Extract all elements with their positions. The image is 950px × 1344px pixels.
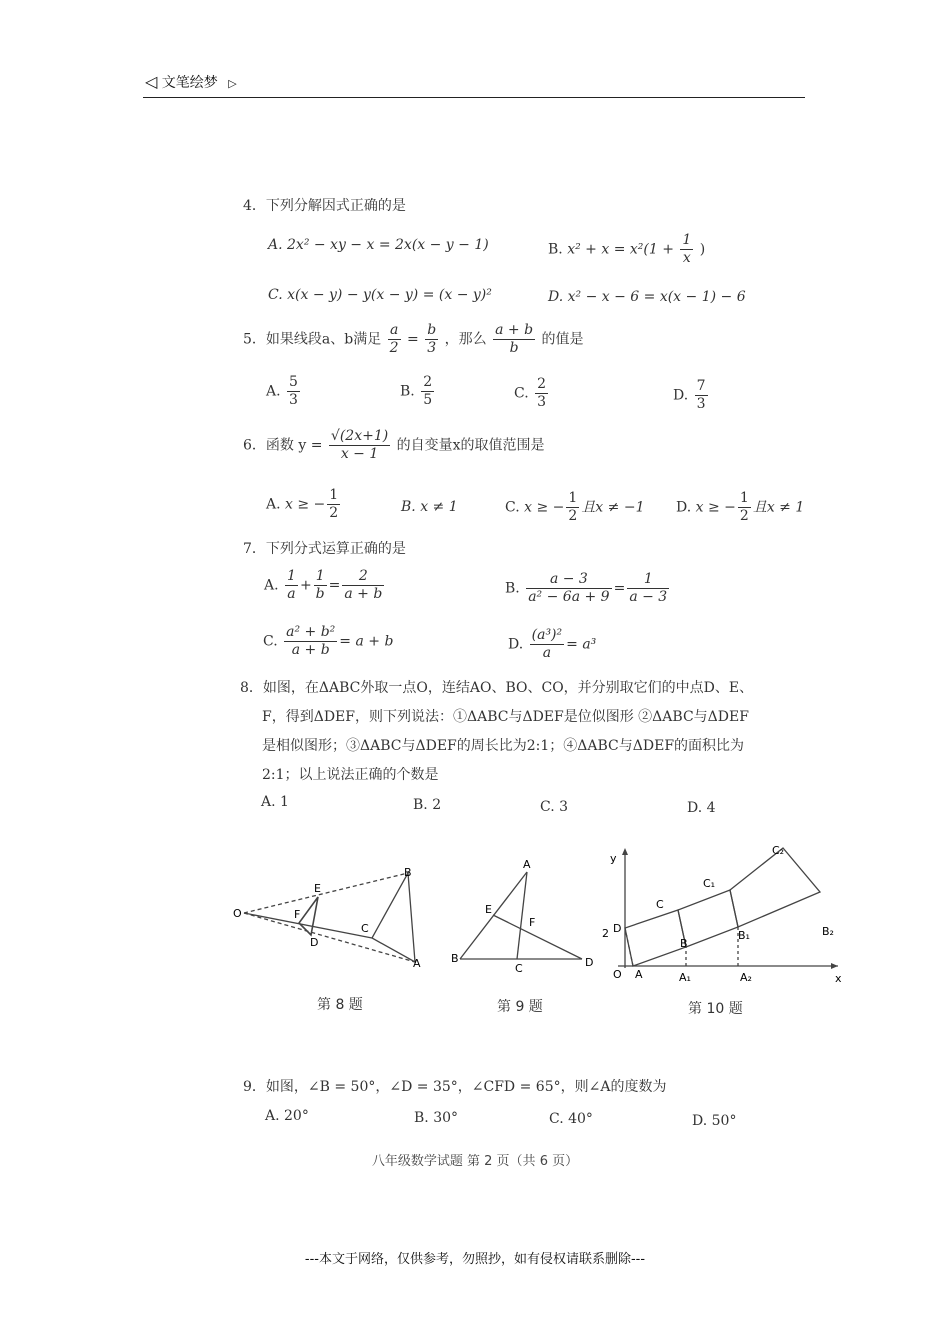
q4-option-b xyxy=(548,232,705,267)
q4-option-d: D. x² − x − 6 = x(x − 1) − 6 xyxy=(548,289,746,305)
q8-line-2: F，得到ΔDEF，则下列说法：①ΔABC与ΔDEF是位似图形 ②ΔABC与ΔDEF xyxy=(262,709,749,725)
q4-option-a: A. 2x² − xy − x = 2x(x − y − 1) xyxy=(268,237,489,253)
fig8-label-a: A xyxy=(413,957,421,970)
header-divider xyxy=(143,97,805,98)
q7-c-label: C. xyxy=(263,633,278,650)
q7-c-num: a² + b² xyxy=(286,624,336,640)
q4-b-frac-num: 1 xyxy=(682,232,692,248)
q5-frac-ab xyxy=(493,322,535,357)
q6-c-pre: x ≥ − xyxy=(524,499,565,516)
fig10-label-b: B xyxy=(680,937,688,950)
y-axis-arrow-icon xyxy=(622,848,628,855)
q6-c-frac xyxy=(566,490,579,525)
q6-c-den: 2 xyxy=(568,508,578,524)
q8-line-4: 2:1；以上说法正确的个数是 xyxy=(262,767,439,783)
q7-c-rhs: = a + b xyxy=(339,633,394,650)
q7-b-label: B. xyxy=(505,580,520,597)
q7-a-f2-den: b xyxy=(315,586,325,602)
q7-a-f1-num: 1 xyxy=(287,568,296,584)
q6-d-post: 且x ≠ 1 xyxy=(752,499,805,516)
figure-8 xyxy=(230,860,430,975)
q6-d-pre: x ≥ − xyxy=(695,499,736,516)
q4-b-expr: x² + x = x²(1 + xyxy=(567,241,674,258)
fig10-label-b1: B₁ xyxy=(738,929,750,942)
q7-d-den: a xyxy=(542,645,552,661)
q4-stem: 4．下列分解因式正确的是 xyxy=(243,198,406,214)
q7-a-f3-num: 2 xyxy=(342,568,384,586)
q5-c-den: 3 xyxy=(537,394,547,410)
q7-b-eq: = xyxy=(613,580,626,597)
header-title: 文笔绘梦 xyxy=(161,75,218,91)
page-footer: 八年级数学试题 第 2 页（共 6 页） xyxy=(371,1154,579,1169)
q5-d-num: 7 xyxy=(696,378,706,394)
q5-d-label: D. xyxy=(673,387,689,404)
fig8-label-f: F xyxy=(294,908,301,921)
q4-option-c: C. x(x − y) − y(x − y) = (x − y)² xyxy=(268,287,492,303)
figure-10 xyxy=(598,840,848,985)
q5-stem xyxy=(243,322,584,357)
q5-b-num: 2 xyxy=(423,374,433,390)
q9-option-c: C. 40° xyxy=(549,1111,593,1127)
q7-b-f2-den: a − 3 xyxy=(629,589,668,605)
q6-c-post: 且x ≠ −1 xyxy=(581,499,645,516)
copyright-notice: ---本文于网络，仅供参考，勿照抄，如有侵权请联系删除--- xyxy=(304,1252,646,1267)
q7-b-f2-num: 1 xyxy=(627,571,669,589)
q5-a-den: 3 xyxy=(289,392,298,408)
q5-c-frac xyxy=(535,376,548,411)
figure-9 xyxy=(445,852,605,974)
fig9-label-e: E xyxy=(485,903,492,916)
q5-option-b xyxy=(400,374,436,409)
q6-d-label: D. xyxy=(676,499,692,516)
fig10-label-a2: A₂ xyxy=(740,971,752,984)
q5-b-label: B. xyxy=(400,383,415,400)
fig9-caption: 第 9 题 xyxy=(497,999,543,1015)
q5-a-label: A. xyxy=(266,383,281,400)
q7-d-num: (a³)² xyxy=(531,627,563,643)
q5-option-c xyxy=(514,376,550,411)
q8-line-3: 是相似图形；③ΔABC与ΔDEF的周长比为2:1；④ΔABC与ΔDEF的面积比为 xyxy=(262,738,745,754)
q9-option-d: D. 50° xyxy=(692,1113,737,1129)
q7-a-eq: = xyxy=(328,577,341,594)
fig10-label-c1: C₁ xyxy=(703,877,716,890)
fig10-label-a1: A₁ xyxy=(679,971,691,984)
q6-a-num: 1 xyxy=(329,487,339,503)
q6-option-c xyxy=(505,490,644,525)
q5-frac-b xyxy=(425,322,438,357)
q7-a-f1-den: a xyxy=(287,586,296,602)
fig9-label-d: D xyxy=(585,956,594,969)
fig9-label-c: C xyxy=(515,962,523,974)
q9-option-b: B. 30° xyxy=(414,1110,459,1126)
q7-option-a xyxy=(264,568,386,603)
q6-frac-den: x − 1 xyxy=(340,446,379,462)
q6-c-label: C. xyxy=(505,499,520,516)
q7-a-label: A. xyxy=(264,577,279,594)
q5-option-a xyxy=(266,374,302,409)
q6-a-label: A. xyxy=(266,496,281,513)
q8-option-c: C. 3 xyxy=(540,799,569,815)
q6-stem xyxy=(243,428,545,463)
q4-b-label: B. xyxy=(548,241,563,258)
q8-line-1: 8．如图，在ΔABC外取一点O，连结AO、BO、CO，并分别取它们的中点D、E、 xyxy=(240,680,754,696)
q6-frac-num: √(2x+1) xyxy=(330,428,389,444)
fig10-label-o: O xyxy=(613,968,622,981)
fig8-caption: 第 8 题 xyxy=(317,997,363,1013)
q8-option-b: B. 2 xyxy=(413,797,442,813)
q7-d-frac xyxy=(530,627,565,662)
q4-b-frac-den: x xyxy=(682,250,691,266)
q5-a-frac xyxy=(287,374,300,409)
q5-frac-ab-den: b xyxy=(509,340,519,356)
fig9-label-a: A xyxy=(523,858,531,871)
q6-d-den: 2 xyxy=(739,508,749,524)
fig10-label-x: x xyxy=(835,972,842,985)
fig10-label-2: 2 xyxy=(602,927,609,940)
q5-d-frac xyxy=(695,378,708,413)
q6-option-d xyxy=(676,490,804,525)
q6-option-a xyxy=(266,487,342,522)
x-axis-arrow-icon xyxy=(831,963,838,969)
q7-a-frac3 xyxy=(342,568,384,603)
triangle-right-icon: ▷ xyxy=(228,77,237,90)
q9-stem: 9．如图，∠B = 50°，∠D = 35°，∠CFD = 65°，则∠A的度数为 xyxy=(243,1079,667,1095)
fig8-label-o: O xyxy=(233,907,242,920)
q7-b-f1-den: a² − 6a + 9 xyxy=(528,589,610,605)
q7-a-frac2 xyxy=(314,568,327,603)
fig10-label-a: A xyxy=(635,968,643,981)
q5-frac-a xyxy=(388,322,401,357)
q7-b-f1-num: a − 3 xyxy=(526,571,611,589)
q5-stem-post: 的值是 xyxy=(541,331,584,348)
fig8-label-d: D xyxy=(310,936,319,949)
fig8-label-b: B xyxy=(404,866,412,879)
q5-option-d xyxy=(673,378,710,413)
fig8-label-c: C xyxy=(361,922,369,935)
q7-a-f3-den: a + b xyxy=(344,586,383,602)
q6-stem-post: 的自变量x的取值范围是 xyxy=(396,437,545,454)
q5-frac-b-den: 3 xyxy=(427,340,437,356)
fig10-label-y: y xyxy=(610,852,617,865)
q7-b-frac2 xyxy=(627,571,669,606)
q5-eq: = xyxy=(407,331,419,348)
q4-b-frac xyxy=(680,232,693,267)
q7-a-plus: + xyxy=(299,577,312,594)
q7-option-c xyxy=(263,624,393,659)
q7-c-den: a + b xyxy=(291,642,330,658)
q7-c-frac xyxy=(284,624,337,659)
q5-stem-pre: 5．如果线段a、b满足 xyxy=(243,331,382,348)
q5-mid: ，那么 xyxy=(444,331,487,348)
q7-d-label: D. xyxy=(508,636,524,653)
q7-d-rhs: = a³ xyxy=(566,636,597,653)
fig10-caption: 第 10 题 xyxy=(688,1001,743,1017)
q6-a-frac xyxy=(327,487,340,522)
fig10-label-d: D xyxy=(613,922,622,935)
q5-frac-b-num: b xyxy=(427,322,437,338)
q7-stem: 7．下列分式运算正确的是 xyxy=(243,541,406,557)
q6-d-frac xyxy=(738,490,751,525)
q8-option-a: A. 1 xyxy=(261,794,289,810)
q8-option-d: D. 4 xyxy=(687,800,716,816)
q7-a-frac1 xyxy=(285,568,298,603)
q5-frac-ab-num: a + b xyxy=(495,322,534,338)
q7-option-b xyxy=(505,571,671,606)
q5-b-den: 5 xyxy=(423,392,433,408)
triangle-left-icon: ◁ xyxy=(145,72,158,91)
fig10-label-b2: B₂ xyxy=(822,925,834,938)
fig9-label-f: F xyxy=(529,916,536,929)
q5-b-frac xyxy=(421,374,434,409)
q6-c-num: 1 xyxy=(568,490,578,506)
q9-option-a: A. 20° xyxy=(265,1108,309,1124)
q6-option-b: B. x ≠ 1 xyxy=(401,499,458,515)
q7-b-frac1 xyxy=(526,571,611,606)
q6-d-num: 1 xyxy=(739,490,749,506)
q5-d-den: 3 xyxy=(696,396,706,412)
q6-a-den: 2 xyxy=(329,505,339,521)
q6-stem-pre: 6．函数 y = xyxy=(243,437,323,454)
fig10-label-c: C xyxy=(656,898,664,911)
q6-a-pre: x ≥ − xyxy=(285,496,326,513)
q7-option-d xyxy=(508,627,596,662)
q5-frac-a-num: a xyxy=(388,322,401,340)
q4-b-tail: ) xyxy=(699,241,706,258)
q7-a-f2-num: 1 xyxy=(314,568,327,586)
fig9-label-b: B xyxy=(451,952,459,965)
q5-a-num: 5 xyxy=(289,374,298,390)
q6-frac xyxy=(329,428,390,463)
q5-frac-a-den: 2 xyxy=(389,340,399,356)
fig8-label-e: E xyxy=(314,882,321,895)
q5-c-num: 2 xyxy=(537,376,547,392)
page-header xyxy=(145,72,237,92)
q5-c-label: C. xyxy=(514,385,529,402)
fig10-label-c2: C₂ xyxy=(772,844,785,857)
